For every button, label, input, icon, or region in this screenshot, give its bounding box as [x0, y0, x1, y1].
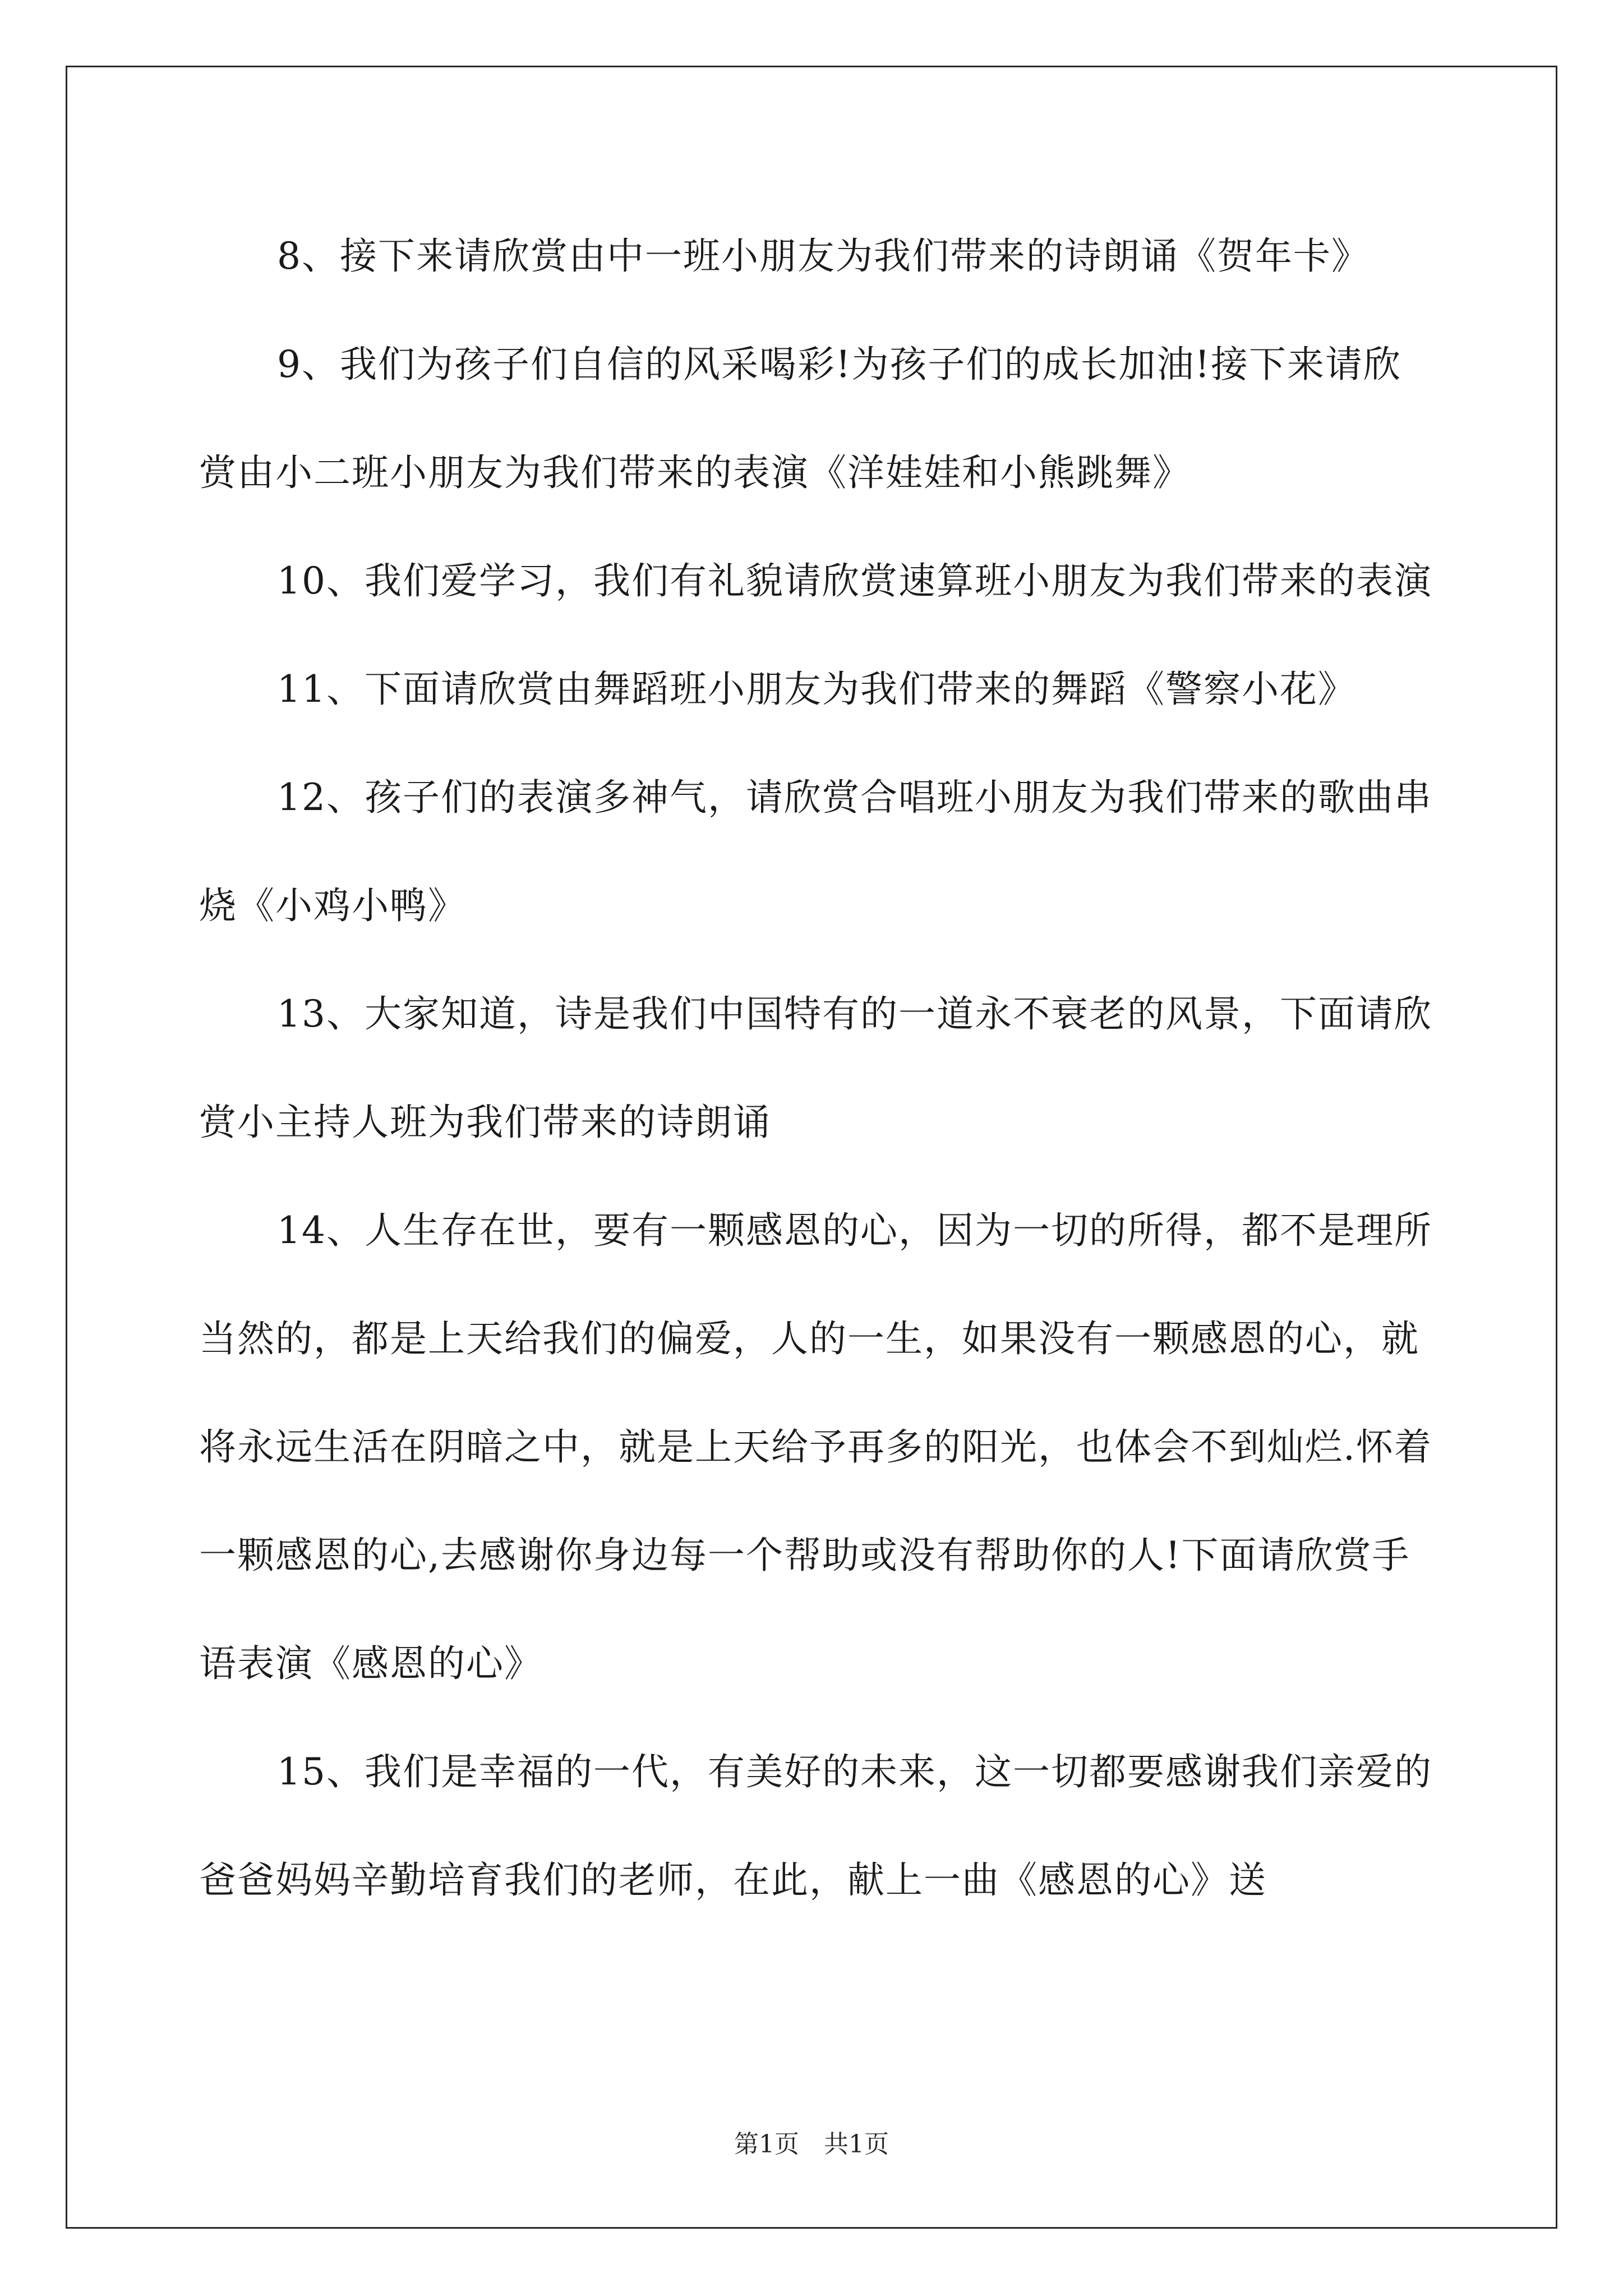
paragraph-15: 15、我们是幸福的一代，有美好的未来，这一切都要感谢我们亲爱的爸爸妈妈辛勤培育我们的老师，在此，献上一曲《感恩的心》送 — [199, 1750, 1432, 1902]
document-body — [199, 202, 1433, 1934]
paragraph-8: 8、接下来请欣赏由中一班小朋友为我们带来的诗朗诵《贺年卡》 — [277, 234, 1370, 278]
paragraph-12: 12、孩子们的表演多神气，请欣赏合唱班小朋友为我们带来的歌曲串烧《小鸡小鸭》 — [199, 776, 1432, 927]
paragraph-13: 13、大家知道，诗是我们中国特有的一道永不衰老的风景，下面请欣赏小主持人班为我们带来的诗朗诵 — [199, 992, 1432, 1144]
paragraph-14: 14、人生存在世，要有一颗感恩的心，因为一切的所得，都不是理所当然的，都是上天给我们的偏爱，人的一生，如果没有一颗感恩的心，就将永远生活在阴暗之中，就是上天给予再多的阳光，也体会不到灿烂.怀着一颗感恩的心,去感谢你身边每一个帮助或没有帮助你的人!下面请欣赏手语表演《感恩的心》 — [199, 1209, 1432, 1685]
page-footer: 第1页 共1页 — [734, 2130, 889, 2159]
paragraph-11: 11、下面请欣赏由舞蹈班小朋友为我们带来的舞蹈《警察小花》 — [277, 668, 1356, 711]
paragraph-10: 10、我们爱学习，我们有礼貌请欣赏速算班小朋友为我们带来的表演 — [277, 559, 1432, 602]
paragraph-9: 9、我们为孩子们自信的风采喝彩!为孩子们的成长加油!接下来请欣赏由小二班小朋友为我们带来的表演《洋娃娃和小熊跳舞》 — [199, 343, 1402, 494]
